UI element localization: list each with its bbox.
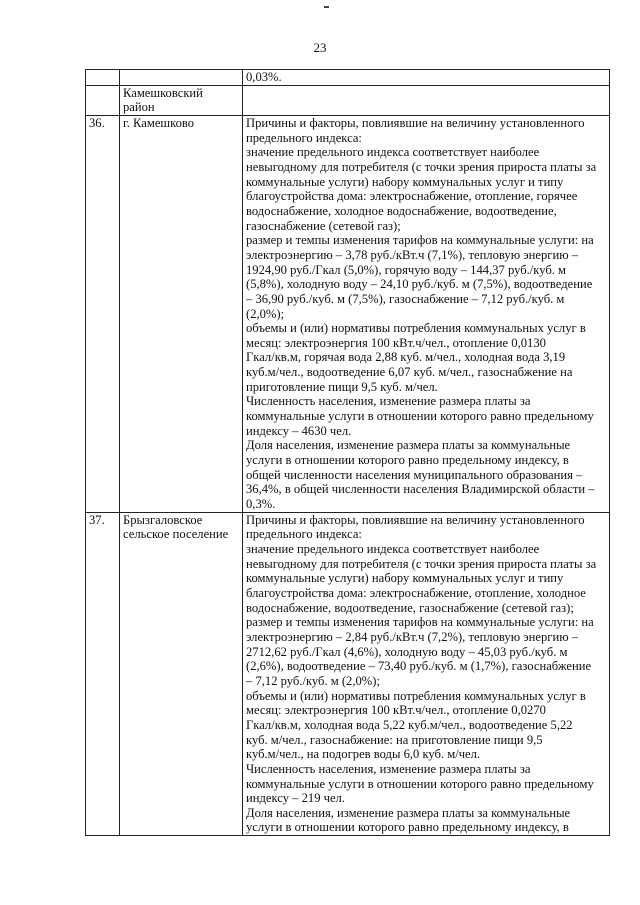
municipality-name — [120, 512, 243, 835]
description-line: коммунальные услуги в отношении которого равно предельному — [246, 776, 594, 791]
description-cell — [243, 70, 610, 86]
description-line: (5,8%), холодную воду – 24,10 руб./куб. м (7,5%), водоотведение — [246, 277, 593, 292]
description-line: (2,6%), водоотведение – 73,40 руб./куб. м (1,7%), газоснабжение — [246, 659, 592, 674]
row-number: 37. — [86, 512, 120, 835]
description-line: куб. м/чел., газоснабжение: на приготовление пищи 9,5 — [246, 732, 543, 747]
description-line: значение предельного индекса соответствует наиболее — [246, 542, 540, 556]
description-line: коммунальные услуги) набору коммунальных услуг и типу — [246, 571, 564, 586]
description-line: коммунальные услуги в отношении которого равно предельному — [246, 409, 594, 424]
description-line: приготовление пищи 9,5 куб. м/чел. — [246, 379, 438, 394]
description-line: куб.м/чел., водоотведение 6,07 куб. м/чел., газоснабжение на — [246, 365, 573, 380]
description-line: значение предельного индекса соответствует наиболее — [246, 145, 540, 160]
description-line: услуги в отношении которого равно предельному индексу, в — [246, 820, 569, 835]
tariff-index-table — [85, 69, 610, 836]
description-line: (2,0%); — [246, 306, 285, 321]
row-number: 36. — [86, 115, 120, 512]
municipality-name-line: г. Камешково — [123, 115, 195, 130]
description-line: коммунальные услуги) набору коммунальных услуг и типу — [246, 174, 564, 189]
description-line: индексу – 219 чел. — [246, 791, 345, 806]
table-row — [86, 512, 610, 835]
description-line: электроэнергию – 3,78 руб./кВт.ч (7,1%), тепловую энергию – — [246, 247, 579, 262]
description-line: Гкал/кв.м, горячая вода 2,88 куб. м/чел., холодная вода 3,19 — [246, 350, 566, 365]
table-body — [86, 70, 610, 836]
description-line: водоснабжение, водоотведение, газоснабжение (сетевой газ); — [246, 600, 574, 615]
description-line: – 36,90 руб./куб. м (7,5%), газоснабжение – 7,12 руб./куб. м — [246, 291, 565, 306]
description-cell — [243, 115, 610, 512]
description-line: Численность населения, изменение размера платы за — [246, 761, 531, 776]
municipality-name — [120, 115, 243, 512]
description-line: размер и темпы изменения тарифов на коммунальные услуги: на — [246, 233, 594, 248]
description-line: объемы и (или) нормативы потребления коммунальных услуг в — [246, 688, 586, 703]
description-line: Гкал/кв.м, холодная вода 5,22 куб.м/чел., водоотведение 5,22 — [246, 717, 573, 732]
description-cell — [243, 512, 610, 835]
description-line: газоснабжение (сетевой газ); — [246, 218, 401, 233]
description-line: благоустройства дома: электроснабжение, отопление, горячее — [246, 189, 578, 204]
municipality-name-line: Брызгаловское — [123, 512, 203, 527]
description-line: месяц: электроэнергия 100 кВт.ч/чел., отопление 0,0130 — [246, 335, 546, 350]
page-number: 23 — [313, 40, 327, 55]
description-line: услуги в отношении которого равно предельному индексу, в — [246, 453, 569, 468]
description-line: Причины и факторы, повлиявшие на величину установленного — [246, 512, 585, 527]
description-line: невыгодному для потребителя (с точки зрения прироста платы за — [246, 159, 597, 174]
municipality-name — [120, 70, 243, 86]
row-number — [86, 70, 120, 86]
description-line: 1924,90 руб./Гкал (5,0%), горячую воду – 144,37 руб./куб. м — [246, 262, 567, 277]
description-line: месяц: электроэнергия 100 кВт.ч/чел., отопление 0,0270 — [246, 703, 546, 718]
description-line: объемы и (или) нормативы потребления коммунальных услуг в — [246, 321, 586, 336]
description-line: Доля населения, изменение размера платы за коммунальные — [246, 805, 571, 820]
description-line: предельного индекса: — [246, 130, 362, 145]
description-line: – 7,12 руб./куб. м (2,0%); — [246, 673, 380, 688]
municipality-name — [120, 85, 243, 115]
description-line: Численность населения, изменение размера платы за — [246, 394, 531, 409]
description-line: 0,03%. — [246, 70, 282, 84]
description-line: 2712,62 руб./Гкал (4,6%), холодную воду – 45,03 руб./куб. м — [246, 644, 568, 659]
description-line: 36,4%, в общей численности населения Владимирской области – — [246, 482, 595, 497]
municipality-name-line: район — [123, 100, 155, 115]
description-line: благоустройства дома: электроснабжение, отопление, холодное — [246, 585, 586, 600]
table-row — [86, 115, 610, 512]
municipality-name-line: Камешковский — [123, 85, 203, 100]
description-line: водоснабжение, холодное водоснабжение, водоотведение, — [246, 203, 557, 218]
description-line: невыгодному для потребителя (с точки зрения прироста платы за — [246, 556, 597, 571]
description-line: Причины и факторы, повлиявшие на величину установленного — [246, 115, 585, 130]
row-number — [86, 85, 120, 115]
description-line: электроэнергию – 2,84 руб./кВт.ч (7,2%), тепловую энергию – — [246, 629, 579, 644]
table-row — [86, 85, 610, 115]
description-line: предельного индекса: — [246, 527, 362, 542]
description-line: размер и темпы изменения тарифов на коммунальные услуги: на — [246, 615, 594, 630]
description-line: индексу – 4630 чел. — [246, 423, 352, 438]
table-row — [86, 70, 610, 86]
description-line: общей численности населения муниципального образования – — [246, 467, 583, 482]
scan-artifact-mark — [324, 6, 329, 8]
description-line: 0,3%. — [246, 497, 276, 512]
description-line: куб.м/чел., на подогрев воды 6,0 куб. м/чел. — [246, 747, 481, 762]
description-cell — [243, 85, 610, 115]
municipality-name-line: сельское поселение — [123, 527, 229, 542]
description-line: Доля населения, изменение размера платы за коммунальные — [246, 438, 571, 453]
